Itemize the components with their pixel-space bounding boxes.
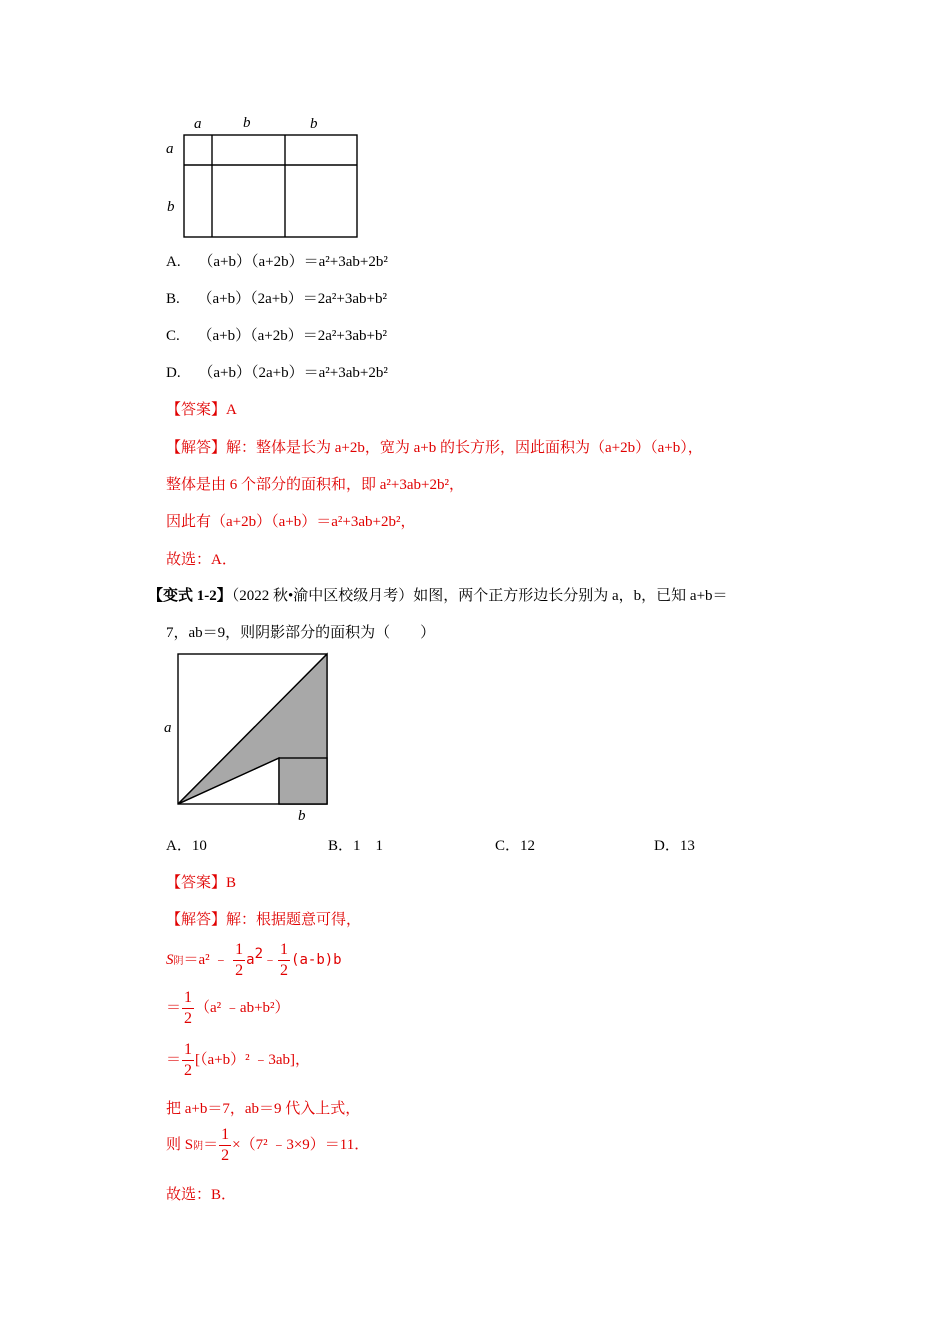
q2-option-c[interactable]: C．12 [495,838,536,854]
fraction-half: $\frac{1}{2}$ [280,941,289,979]
q2-equation-2: ＝ $\frac{1}{2}$ （a² ﹣ab+b²） [166,989,290,1027]
q1-option-a[interactable]: A. （a+b）（a+2b）＝a²+3ab+2b² [166,254,388,270]
label-side-a: a [166,141,174,157]
q2-final-result: 则 S阴＝ $\frac{1}{2}$ ×（7² ﹣3×9）＝11． [166,1126,370,1164]
q2-equation-3: ＝ $\frac{1}{2}$ [（a+b）² ﹣3ab]， [166,1041,311,1079]
q2-header-line-2: 7，ab＝9，则阴影部分的面积为（ ） [166,625,436,641]
q1-option-d[interactable]: D. （a+b）（2a+b）＝a²+3ab+2b² [166,365,388,381]
q1-solution-line-1: 【解答】解：整体是长为 a+2b，宽为 a+b 的长方形，因此面积为（a+2b）（a+b）， [166,440,703,456]
q2-equation-1: S阴＝a² ﹣ $\frac{1}{2}$ $a^2﹣$ $\frac{1}{2}$ (a-b)b [166,941,342,979]
q1-solution-line-3: 因此有（a+2b）（a+b）＝a²+3ab+2b²， [166,514,416,530]
fraction-half: $\frac{1}{2}$ [184,1041,193,1079]
q2-conclusion: 故选：B． [166,1187,237,1203]
q1-solution-line-4: 故选：A． [166,552,237,568]
label-a: a [164,720,172,736]
q1-option-b[interactable]: B. （a+b）（2a+b）＝2a²+3ab+b² [166,291,387,307]
fraction-half: $\frac{1}{2}$ [184,989,193,1027]
label-top-a: a [194,116,202,132]
small-square [279,758,327,804]
q1-solution-line-2: 整体是由 6 个部分的面积和，即 a²+3ab+2b²， [166,477,464,493]
q2-option-d[interactable]: D．13 [654,838,695,854]
q2-substitution: 把 a+b＝7，ab＝9 代入上式， [166,1101,361,1117]
q2-header: 【变式 1-2】（2022 秋•渝中区校级月考）如图，两个正方形边长分别为 a，b，已知 a+b＝ [148,588,728,604]
q1-option-c[interactable]: C. （a+b）（a+2b）＝2a²+3ab+b² [166,328,387,344]
fraction-half: $\frac{1}{2}$ [221,1126,230,1164]
q2-option-a[interactable]: A．10 [166,838,207,854]
q2-option-b[interactable]: B．1 1 [328,838,384,854]
fraction-half: $\frac{1}{2}$ [235,941,244,979]
q2-answer: 【答案】B [166,875,237,891]
outer-rectangle [184,135,357,237]
label-top-b1: b [243,115,251,131]
label-b: b [298,808,306,824]
label-top-b2: b [310,116,318,132]
label-side-b: b [167,199,175,215]
q1-answer: 【答案】A [166,402,237,418]
figure-squares-shaded [160,650,340,830]
figure-rectangle-grid [160,110,370,245]
q2-solution-intro: 【解答】解：根据题意可得， [166,912,362,928]
